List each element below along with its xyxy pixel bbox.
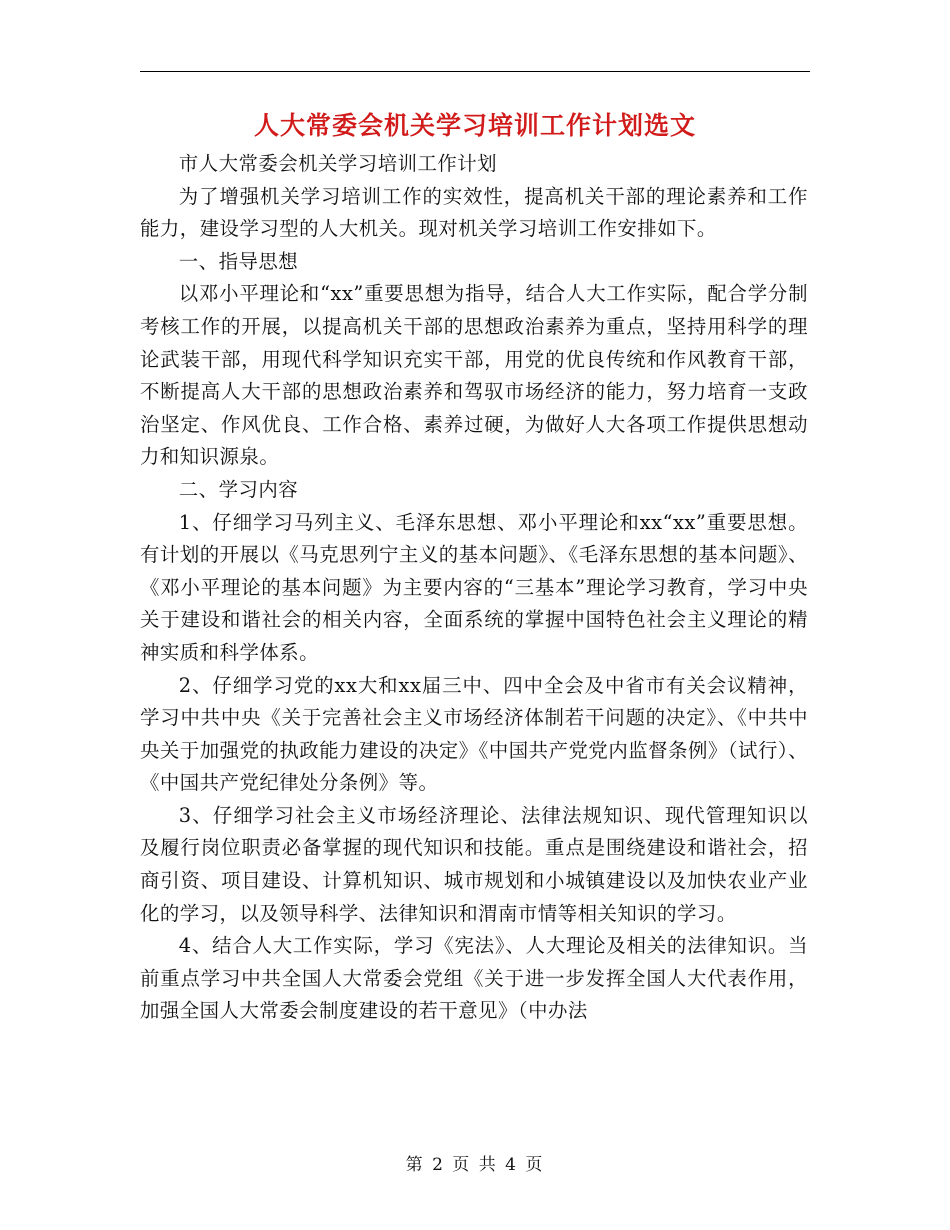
- document-title: 人大常委会机关学习培训工作计划选文: [253, 111, 696, 140]
- paragraph-subtitle: 市人大常委会机关学习培训工作计划: [178, 152, 498, 175]
- section-heading-guiding-ideology: 一、指导思想: [178, 249, 299, 273]
- document-body: [140, 148, 808, 1028]
- paragraph-item-4: 4、结合人大工作实际，学习《宪法》、人大理论及相关的法律知识。当前重点学习中共全国人大常委会党组《关于进一步发挥全国人大代表作用，加强全国人大常委会制度建设的若干意见》（中办法: [140, 934, 808, 1023]
- paragraph-intro: 为了增强机关学习培训工作的实效性，提高机关干部的理论素养和工作能力，建设学习型的人大机关。现对机关学习培训工作安排如下。: [140, 184, 808, 241]
- paragraph-item-3: 3、仔细学习社会主义市场经济理论、法律法规知识、现代管理知识以及履行岗位职责必备掌握的现代知识和技能。重点是围绕建设和谐社会，招商引资、项目建设、计算机知识、城市规划和小城镇建设以及加快农业产业化的学习，以及领导科学、法律知识和渭南市情等相关知识的学习。: [140, 803, 808, 925]
- paragraph-item-2: 2、仔细学习党的xx大和xx届三中、四中全会及中省市有关会议精神，学习中共中央《关于完善社会主义市场经济体制若干问题的决定》、《中共中央关于加强党的执政能力建设的决定》《中国共产党党内监督条例》（试行）、《中国共产党纪律处分条例》等。: [140, 673, 808, 795]
- paragraph-item-1: 1、仔细学习马列主义、毛泽东思想、邓小平理论和xx“xx”重要思想。有计划的开展以《马克思列宁主义的基本问题》、《毛泽东思想的基本问题》、《邓小平理论的基本问题》为主要内容的“三基本”理论学习教育，学习中央关于建设和谐社会的相关内容，全面系统的掌握中国特色社会主义理论的精神实质和科学体系。: [140, 510, 808, 664]
- paragraph-guiding-ideology: 以邓小平理论和“xx”重要思想为指导，结合人大工作实际，配合学分制考核工作的开展，以提高机关干部的思想政治素养为重点，坚持用科学的理论武装干部，用现代科学知识充实干部，用党的优良传统和作风教育干部，不断提高人大干部的思想政治素养和驾驭市场经济的能力，努力培育一支政治坚定、作风优良、工作合格、素养过硬，为做好人大各项工作提供思想动力和知识源泉。: [140, 282, 808, 469]
- page-number-footer: 第 2 页 共 4 页: [405, 1155, 545, 1175]
- section-heading-study-content: 二、学习内容: [178, 477, 299, 501]
- header-rule: [140, 71, 810, 72]
